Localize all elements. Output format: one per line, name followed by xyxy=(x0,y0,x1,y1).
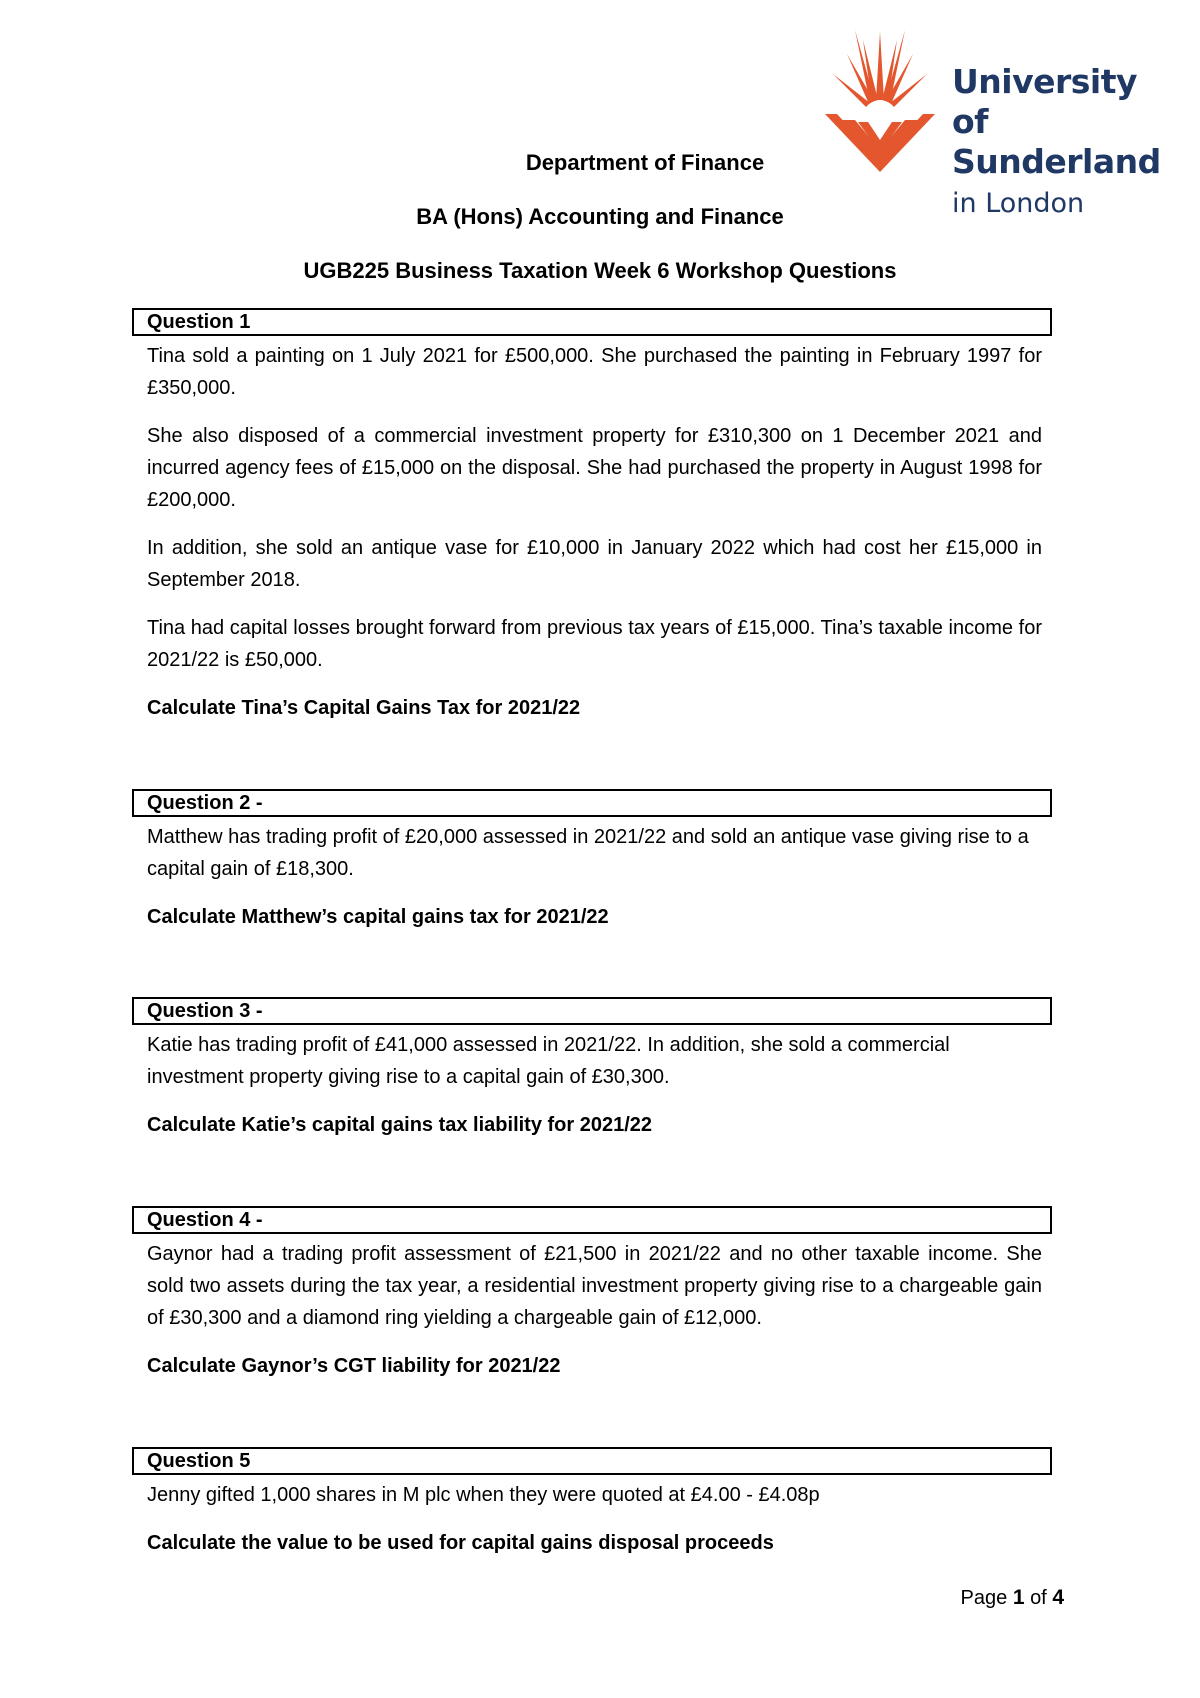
question-3-body xyxy=(132,1029,1042,1141)
question-4-body xyxy=(132,1238,1042,1382)
question-2-header: Question 2 - xyxy=(132,789,1052,817)
logo-line-location: in London xyxy=(952,188,1085,219)
page-number-footer xyxy=(961,1586,1064,1610)
question-1-body xyxy=(132,340,1042,724)
question-1-paragraph: Tina sold a painting on 1 July 2021 for £500,000. She purchased the painting in February 1997 for £350,000. xyxy=(147,345,1042,399)
question-1-paragraph: Tina had capital losses brought forward from previous tax years of £15,000. Tina’s taxable income for 2021/22 is £50,000. xyxy=(147,617,1042,671)
question-4-paragraph: Gaynor had a trading profit assessment of £21,500 in 2021/22 and no other taxable income. She sold two assets during the tax year, a residential investment property giving rise to a chargeable gain of £30,300 and a diamond ring yielding a chargeable gain of £12,000. xyxy=(147,1243,1042,1329)
course-heading: BA (Hons) Accounting and Finance xyxy=(416,204,784,229)
of-label: of xyxy=(1030,1587,1047,1609)
question-4-header: Question 4 - xyxy=(132,1206,1052,1234)
question-5 xyxy=(132,1447,1052,1559)
question-3 xyxy=(132,997,1052,1141)
question-1 xyxy=(132,308,1052,724)
question-4 xyxy=(132,1206,1052,1382)
question-1-header: Question 1 xyxy=(132,308,1052,336)
question-2-body xyxy=(132,821,1042,933)
question-1-paragraph: In addition, she sold an antique vase for £10,000 in January 2022 which had cost her £15,000 in September 2018. xyxy=(147,537,1042,591)
question-2 xyxy=(132,789,1052,933)
question-1-task: Calculate Tina’s Capital Gains Tax for 2021/22 xyxy=(147,697,581,719)
document-title: UGB225 Business Taxation Week 6 Workshop Questions xyxy=(303,258,897,283)
question-5-paragraph: Jenny gifted 1,000 shares in M plc when they were quoted at £4.00 - £4.08p xyxy=(147,1484,820,1506)
question-2-paragraph: Matthew has trading profit of £20,000 assessed in 2021/22 and sold an antique vase giving rise to a capital gain of £18,300. xyxy=(147,826,1029,880)
total-page-count: 4 xyxy=(1052,1586,1064,1609)
department-heading: Department of Finance xyxy=(525,150,765,175)
question-3-paragraph: Katie has trading profit of £41,000 assessed in 2021/22. In addition, she sold a commercial investment property giving rise to a capital gain of £30,300. xyxy=(147,1034,950,1088)
logo-wordmark xyxy=(952,62,1170,224)
page-label: Page xyxy=(960,1587,1008,1609)
question-1-paragraph: She also disposed of a commercial investment property for £310,300 on 1 December 2021 and incurred agency fees of £15,000 on the disposal. She had purchased the property in August 1998 for £200,000. xyxy=(147,425,1042,511)
current-page-number: 1 xyxy=(1012,1586,1025,1609)
question-5-body xyxy=(132,1479,1042,1559)
question-3-task: Calculate Katie’s capital gains tax liability for 2021/22 xyxy=(147,1114,653,1136)
question-3-header: Question 3 - xyxy=(132,997,1052,1025)
logo-line-sunderland: Sunderland xyxy=(952,142,1161,181)
question-4-task: Calculate Gaynor’s CGT liability for 2021/22 xyxy=(147,1355,561,1377)
question-2-task: Calculate Matthew’s capital gains tax for 2021/22 xyxy=(147,906,609,928)
logo-line-university: University of xyxy=(952,62,1138,141)
question-5-task: Calculate the value to be used for capital gains disposal proceeds xyxy=(147,1532,774,1554)
question-5-header: Question 5 xyxy=(132,1447,1052,1475)
